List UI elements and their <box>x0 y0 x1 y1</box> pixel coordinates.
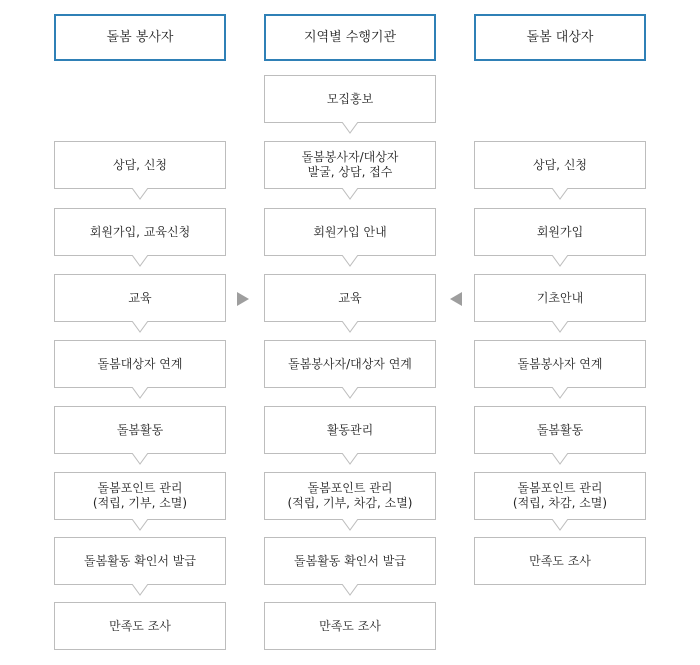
volunteer-step-signup: 회원가입, 교육신청 <box>54 208 226 256</box>
agency-step-matching: 돌봄봉사자/대상자 연계 <box>264 340 436 388</box>
recipient-step-signup: 회원가입 <box>474 208 646 256</box>
recipient-step-consult: 상담, 신청 <box>474 141 646 189</box>
right-arrow-icon <box>237 292 249 306</box>
recipient-step-matching: 돌봄봉사자 연계 <box>474 340 646 388</box>
header-volunteer: 돌봄 봉사자 <box>54 14 226 61</box>
down-arrow-icon <box>342 122 358 134</box>
down-arrow-icon <box>132 387 148 399</box>
agency-step-recruit: 모집홍보 <box>264 75 436 123</box>
header-recipient: 돌봄 대상자 <box>474 14 646 61</box>
down-arrow-icon <box>132 255 148 267</box>
down-arrow-icon <box>552 255 568 267</box>
agency-step-certificate: 돌봄활동 확인서 발급 <box>264 537 436 585</box>
agency-step-education: 교육 <box>264 274 436 322</box>
header-agency: 지역별 수행기관 <box>264 14 436 61</box>
recipient-step-survey: 만족도 조사 <box>474 537 646 585</box>
volunteer-step-education: 교육 <box>54 274 226 322</box>
down-arrow-icon <box>132 453 148 465</box>
agency-step-survey: 만족도 조사 <box>264 602 436 650</box>
down-arrow-icon <box>552 387 568 399</box>
down-arrow-icon <box>342 321 358 333</box>
down-arrow-icon <box>342 387 358 399</box>
down-arrow-icon <box>552 188 568 200</box>
left-arrow-icon <box>450 292 462 306</box>
volunteer-step-points: 돌봄포인트 관리 (적립, 기부, 소멸) <box>54 472 226 520</box>
down-arrow-icon <box>342 188 358 200</box>
down-arrow-icon <box>552 453 568 465</box>
agency-step-discovery: 돌봄봉사자/대상자 발굴, 상담, 접수 <box>264 141 436 189</box>
down-arrow-icon <box>552 321 568 333</box>
volunteer-step-matching: 돌봄대상자 연계 <box>54 340 226 388</box>
volunteer-step-consult: 상담, 신청 <box>54 141 226 189</box>
down-arrow-icon <box>132 519 148 531</box>
down-arrow-icon <box>132 321 148 333</box>
volunteer-step-survey: 만족도 조사 <box>54 602 226 650</box>
down-arrow-icon <box>342 255 358 267</box>
down-arrow-icon <box>552 519 568 531</box>
down-arrow-icon <box>132 188 148 200</box>
agency-step-management: 활동관리 <box>264 406 436 454</box>
down-arrow-icon <box>132 584 148 596</box>
down-arrow-icon <box>342 519 358 531</box>
volunteer-step-activity: 돌봄활동 <box>54 406 226 454</box>
recipient-step-activity: 돌봄활동 <box>474 406 646 454</box>
down-arrow-icon <box>342 584 358 596</box>
recipient-step-orientation: 기초안내 <box>474 274 646 322</box>
volunteer-step-certificate: 돌봄활동 확인서 발급 <box>54 537 226 585</box>
recipient-step-points: 돌봄포인트 관리 (적립, 차감, 소멸) <box>474 472 646 520</box>
agency-step-points: 돌봄포인트 관리 (적립, 기부, 차감, 소멸) <box>264 472 436 520</box>
agency-step-signup-guide: 회원가입 안내 <box>264 208 436 256</box>
down-arrow-icon <box>342 453 358 465</box>
